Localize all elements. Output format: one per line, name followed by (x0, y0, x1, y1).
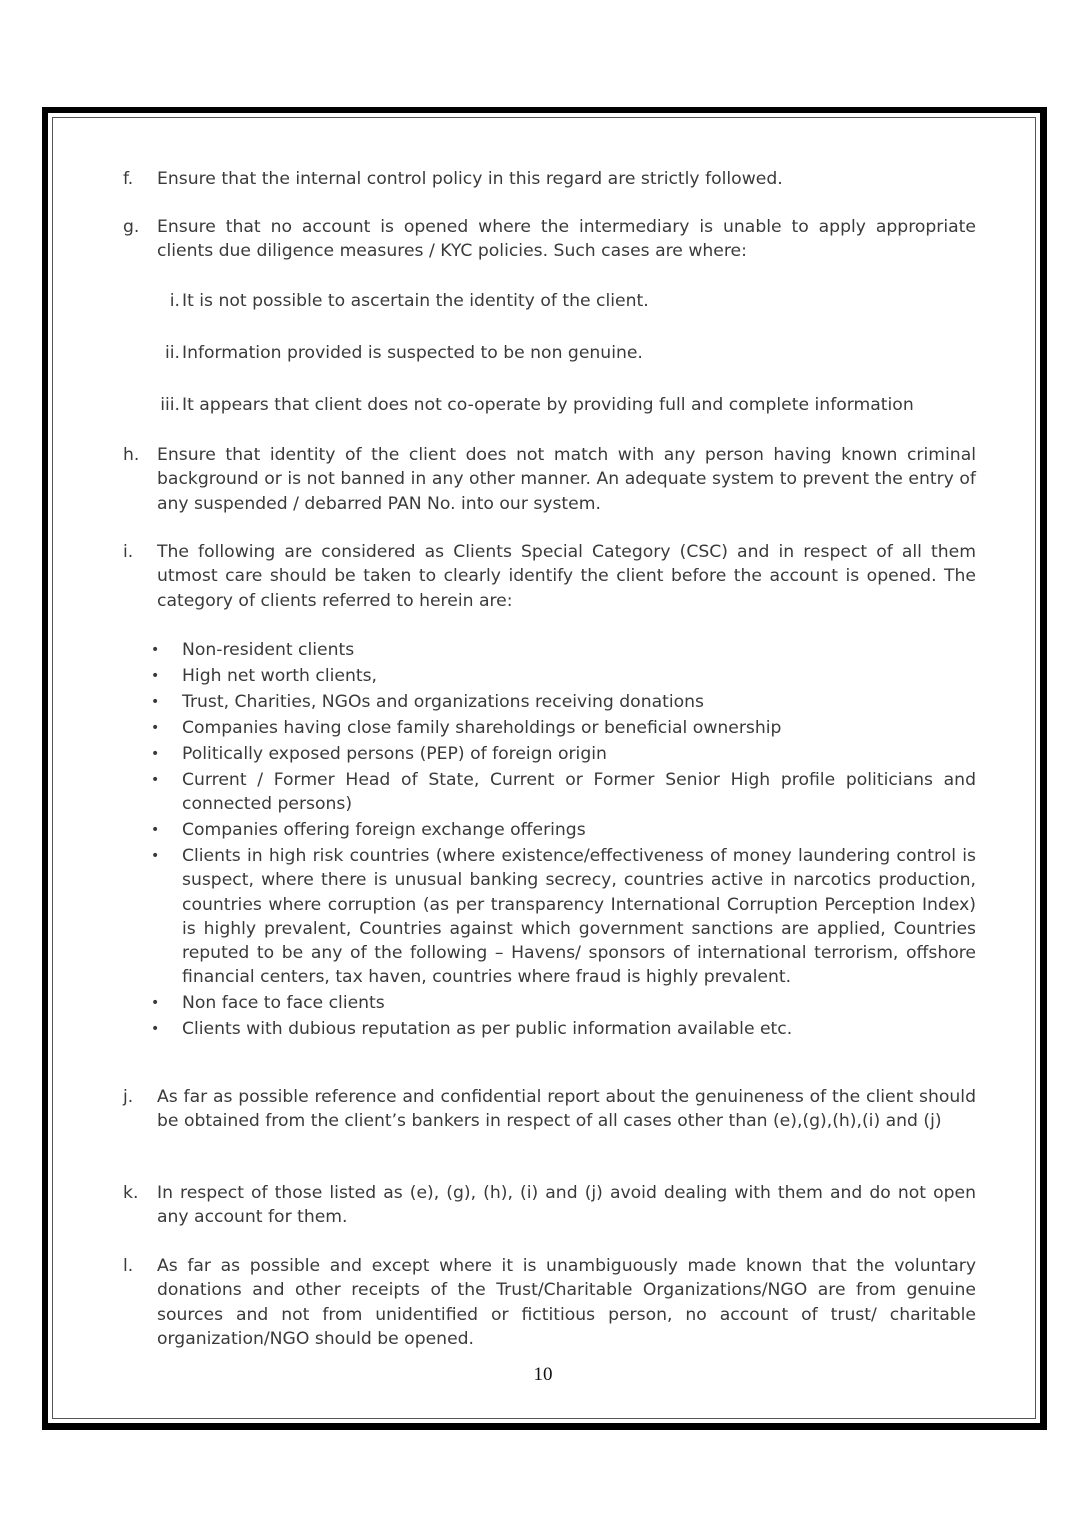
page-number: 10 (533, 1364, 553, 1385)
subclause-text: It is not possible to ascertain the identity of the client. (182, 291, 649, 311)
clause-text: As far as possible reference and confidential report about the genuineness of the client should be obtained from the client’s bankers in respect of all cases other than (e),(g),(h),(i) and (j) (157, 1087, 976, 1132)
clause-text: As far as possible and except where it is unambiguously made known that the voluntary donations and other receipts of the Trust/Charitable Organizations/NGO are from genuine sources and not from unidentified or fictitious person, no account of trust/ charitable organization/NGO should be opened. (157, 1256, 976, 1349)
list-item: • Clients with dubious reputation as per public information available etc. (148, 1017, 976, 1041)
bullet-icon: • (151, 772, 160, 788)
clause-f (123, 167, 976, 191)
clause-label: k. (123, 1183, 139, 1203)
bullet-icon: • (151, 848, 160, 865)
subclause-label: iii. (160, 395, 180, 415)
clause-label: g. (123, 217, 140, 237)
bullet-icon: • (151, 642, 160, 658)
list-item: • Companies offering foreign exchange offerings (148, 818, 976, 842)
clause-text: Ensure that identity of the client does not match with any person having known criminal background or is not banned in any other manner. An adequate system to prevent the entry of any suspended / debarred PAN No. into our system. (157, 445, 976, 514)
list-item: • Current / Former Head of State, Current or Former Senior High profile politicians and connected persons) (151, 770, 976, 815)
clause-text: Ensure that the internal control policy in this regard are strictly followed. (157, 169, 783, 189)
clause-i (123, 540, 976, 613)
clause-text: The following are considered as Clients Special Category (CSC) and in respect of all them utmost care should be taken to clearly identify the client before the account is opened. The category of clients referred to herein are: (157, 542, 976, 611)
bullet-icon: • (151, 746, 160, 762)
bullet-icon: • (151, 720, 160, 736)
bullet-icon: • (151, 1021, 160, 1038)
clause-label: i. (123, 542, 134, 562)
subclause-ii (146, 341, 976, 365)
list-item: • Non face to face clients (148, 991, 976, 1015)
list-item: • Politically exposed persons (PEP) of foreign origin (148, 742, 976, 766)
subclause-label: i. (169, 291, 180, 311)
clause-text: In respect of those listed as (e), (g), (h), (i) and (j) avoid dealing with them and do not open any account for them. (157, 1183, 976, 1228)
bullet-icon: • (151, 822, 160, 839)
clause-j (123, 1085, 976, 1134)
clause-label: j. (123, 1087, 134, 1107)
subclause-label: ii. (164, 343, 180, 363)
list-item: • Companies having close family shareholdings or beneficial ownership (148, 716, 976, 740)
clause-g (123, 215, 976, 264)
list-item: • Non-resident clients (148, 638, 976, 662)
list-item: • Clients in high risk countries (where existence/effectiveness of money laundering control is suspect, where there is unusual banking secrecy, countries active in narcotics production, countries where corruption (as per transparency International Corruption Perception Index) is highly prevalent, Countries against which government sanctions are applied, Countries reputed to be any of the following – Havens/ sponsors of international terrorism, offshore financial centers, tax haven, countries where fraud is highly prevalent. (151, 846, 976, 988)
bullet-icon: • (151, 668, 160, 684)
subclause-text: It appears that client does not co-operate by providing full and complete information (182, 395, 914, 415)
subclause-iii (146, 393, 976, 417)
subclause-text: Information provided is suspected to be non genuine. (182, 343, 643, 363)
bullet-icon: • (151, 694, 160, 710)
clause-label: l. (123, 1256, 134, 1276)
clause-k (123, 1181, 976, 1230)
clause-text: Ensure that no account is opened where the intermediary is unable to apply appropriate clients due diligence measures / KYC policies. Such cases are where: (157, 217, 976, 262)
clause-label: f. (123, 169, 134, 189)
bullet-icon: • (151, 995, 160, 1012)
list-item: • Trust, Charities, NGOs and organizations receiving donations (148, 690, 976, 714)
clause-label: h. (123, 445, 140, 465)
list-item: • High net worth clients, (148, 664, 976, 688)
clause-h (123, 443, 976, 516)
csc-bullet-list (148, 638, 976, 1043)
clause-l (123, 1254, 976, 1351)
subclause-i (146, 289, 976, 313)
